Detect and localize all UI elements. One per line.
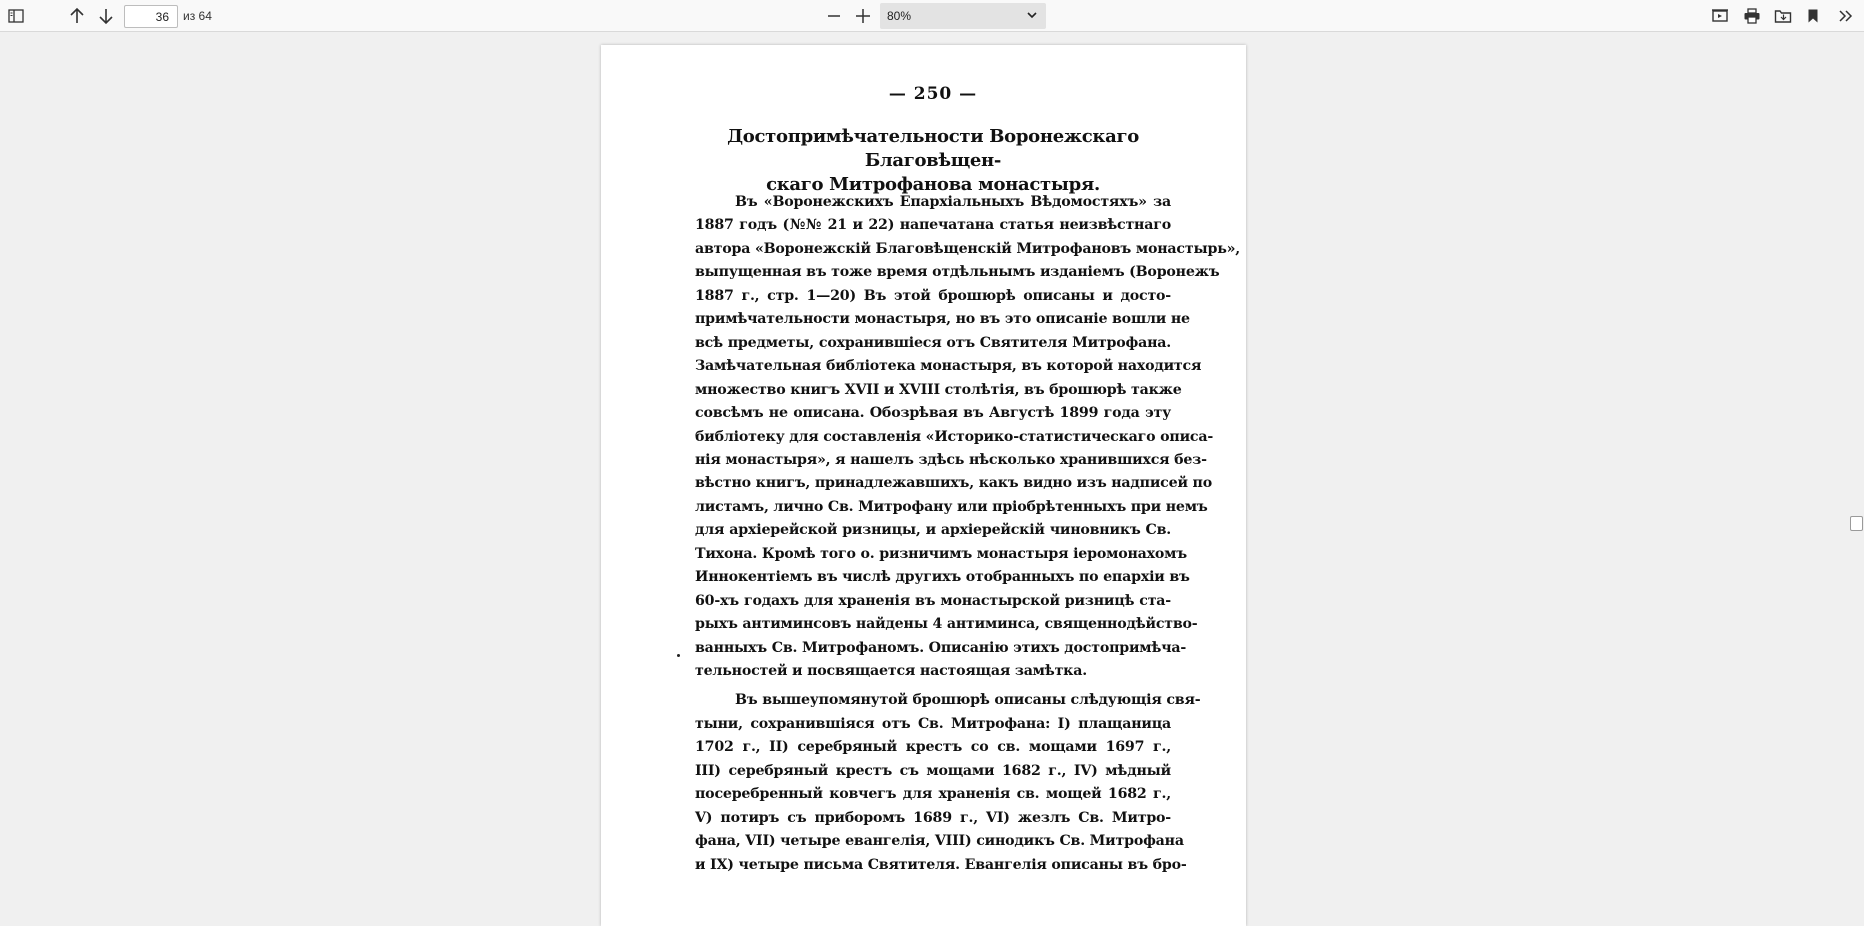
text-line: тыни, сохранившіяся отъ Св. Митрофана: I) плащаница xyxy=(695,715,1171,732)
heading-line: скаго Митрофанова монастыря. xyxy=(766,174,1100,195)
arrow-down-icon[interactable] xyxy=(94,4,118,28)
page-number-input[interactable] xyxy=(124,5,178,28)
text-line: Въ «Воронежскихъ Епархіальныхъ Вѣдомостяхъ» за xyxy=(735,194,1171,210)
text-line: Въ вышеупомянутой брошюрѣ описаны слѣдующія свя- xyxy=(735,692,1201,709)
text-line: V) потиръ съ приборомъ 1689 г., VI) жезлъ Св. Митро- xyxy=(695,809,1171,826)
text-line: Иннокентіемъ въ числѣ другихъ отобранныхъ по епархіи въ xyxy=(695,569,1190,586)
text-line: III) серебряный крестъ съ мощами 1682 г., IV) мѣдный xyxy=(695,762,1171,779)
scrollbar-thumb[interactable] xyxy=(1850,516,1863,531)
text-line: посеребренный ковчегъ для храненія св. мощей 1682 г., xyxy=(695,786,1171,803)
text-line: нія монастыря», я нашелъ здѣсь нѣсколько хранившихся без- xyxy=(695,451,1207,468)
text-line: Замѣчательная библіотека монастыря, въ которой находится xyxy=(695,358,1202,375)
chevron-down-icon xyxy=(1026,9,1038,24)
open-folder-icon[interactable] xyxy=(1771,4,1795,28)
text-line: выпущенная въ тоже время отдѣльнымъ изданіемъ (Воронежъ xyxy=(695,264,1220,281)
page-number-header: — 250 — xyxy=(888,84,978,104)
page-total-label: из 64 xyxy=(183,9,212,23)
text-line: для архіерейской ризницы, и архіерейскій чиновникъ Св. xyxy=(695,522,1171,539)
text-line: Тихона. Кромѣ того о. ризничимъ монастыря іеромонахомъ xyxy=(695,545,1187,562)
more-tools-icon[interactable] xyxy=(1834,4,1858,28)
text-line: 1887 годъ (№№ 21 и 22) напечатана статья неизвѣстнаго xyxy=(695,217,1171,234)
minus-icon[interactable] xyxy=(822,4,846,28)
zoom-value: 80% xyxy=(887,9,912,23)
text-line: тельностей и посвящается настоящая замѣтка. xyxy=(695,663,1087,679)
pdf-toolbar xyxy=(0,0,1864,32)
article-heading xyxy=(695,125,1171,197)
arrow-up-icon[interactable] xyxy=(65,4,89,28)
text-line: фана, VII) четыре евангелія, VIII) синодикъ Св. Митрофана xyxy=(695,833,1184,850)
vertical-scrollbar[interactable] xyxy=(1849,33,1864,926)
pdf-page xyxy=(601,45,1246,926)
text-line: примѣчательности монастыря, но въ это описаніе вошли не xyxy=(695,311,1190,328)
text-line: 1887 г., стр. 1—20) Въ этой брошюрѣ описаны и досто- xyxy=(695,287,1171,304)
text-line: вѣстно книгъ, принадлежавшихъ, какъ видно изъ надписей по xyxy=(695,475,1212,492)
text-line: автора «Воронежскій Благовѣщенскій Митрофановъ монастырь», xyxy=(695,240,1241,257)
text-line: всѣ предметы, сохранившіеся отъ Святителя Митрофана. xyxy=(695,334,1171,351)
text-line: и IX) четыре письма Святителя. Евангелія описаны въ бро- xyxy=(695,856,1187,873)
text-line: совсѣмъ не описана. Обозрѣвая въ Августѣ 1899 года эту xyxy=(695,405,1171,422)
text-line: листамъ, лично Св. Митрофану или пріобрѣтенныхъ при немъ xyxy=(695,498,1208,515)
text-line: ванныхъ Св. Митрофаномъ. Описанію этихъ достопримѣча- xyxy=(695,639,1187,656)
zoom-select[interactable] xyxy=(880,3,1046,29)
presentation-icon[interactable] xyxy=(1708,4,1732,28)
heading-line: Достопримѣчательности Воронежскаго Благовѣщен- xyxy=(727,126,1139,171)
text-line: библіотеку для составленія «Историко-статистическаго описа- xyxy=(695,428,1214,445)
scan-speck xyxy=(677,654,680,657)
print-icon[interactable] xyxy=(1740,4,1764,28)
sidebar-toggle-icon[interactable] xyxy=(4,4,28,28)
text-line: рыхъ антиминсовъ найдены 4 антиминса, священнодѣйство- xyxy=(695,616,1198,633)
text-line: множество книгъ XVII и XVIII столѣтія, въ брошюрѣ также xyxy=(695,381,1182,398)
text-line: 60-хъ годахъ для храненія въ монастырской ризницѣ ста- xyxy=(695,592,1171,609)
plus-icon[interactable] xyxy=(851,4,875,28)
text-line: 1702 г., II) серебряный крестъ со св. мощами 1697 г., xyxy=(695,739,1171,756)
bookmark-icon[interactable] xyxy=(1801,4,1825,28)
